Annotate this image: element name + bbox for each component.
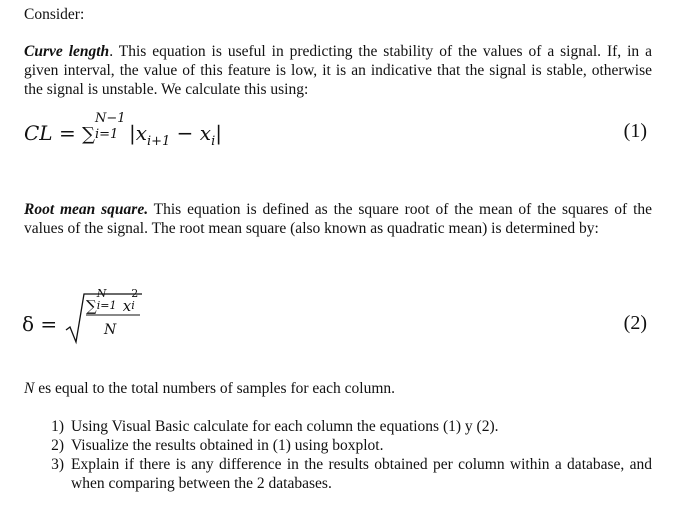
eq1-sum-symbol: ∑	[82, 124, 95, 145]
eq2-sum-lower: i=1	[96, 299, 117, 312]
eq1-sum-limits	[94, 111, 129, 143]
task-list	[24, 417, 652, 493]
intro-text: Consider:	[24, 6, 85, 23]
eq2-x-sub: i	[131, 299, 135, 312]
eq1-bar-close: |	[215, 121, 222, 145]
eq1-bar-open: |	[128, 121, 136, 145]
curve-length-body: . This equation is useful in predicting the stability of the values of a signal. If, in a given interval, the value of this feature is low, it is an indicative that the signal is stable, otherwise the signal is unstable. We calculate this using:	[24, 43, 653, 98]
eq2-x: x	[122, 297, 132, 315]
equation-number-2: (2)	[623, 312, 647, 334]
list-item-number: 2)	[51, 437, 64, 454]
n-symbol: N	[24, 380, 35, 397]
list-item-text: Explain if there is any difference in the results obtained per column within a database, and when comparing between the 2 databases.	[71, 456, 652, 492]
list-item	[24, 436, 652, 455]
rms-body: This equation is defined as the square root of the mean of the squares of the values of the signal. The root mean square (also known as quadratic mean) is determined by:	[24, 201, 653, 237]
rms-paragraph	[24, 200, 652, 238]
eq1-sum-lower: i=1	[94, 127, 119, 142]
rms-numerator	[86, 287, 141, 316]
rms-equation-lhs	[22, 312, 57, 336]
n-definition-text: es equal to the total numbers of samples for each column.	[34, 380, 396, 397]
list-item	[24, 455, 652, 493]
list-item	[24, 417, 652, 436]
eq1-x2-sub: i	[211, 134, 216, 149]
eq2-x-scripts	[131, 287, 141, 313]
rms-denominator: N	[104, 322, 117, 338]
eq2-lhs: δ	[22, 312, 35, 336]
eq1-sum-upper: N−1	[94, 111, 126, 126]
eq2-sum-limits	[96, 287, 123, 313]
curve-length-equation	[24, 111, 222, 149]
eq1-x2: x	[199, 121, 212, 145]
list-item-text: Using Visual Basic calculate for each column the equations (1) y (2).	[71, 418, 499, 435]
eq2-equals: =	[40, 312, 58, 336]
equation-number-1: (1)	[623, 120, 647, 142]
list-item-number: 1)	[51, 418, 64, 435]
rms-heading: Root mean square.	[24, 201, 149, 218]
curve-length-paragraph	[24, 42, 652, 99]
n-definition	[24, 380, 395, 398]
eq2-x-sup: 2	[131, 287, 139, 300]
eq1-lhs: CL	[24, 121, 53, 145]
eq1-x1-sub: i+1	[146, 134, 171, 149]
eq1-x1: x	[135, 121, 147, 145]
eq1-minus: −	[176, 121, 194, 145]
eq2-sum-upper: N	[96, 287, 107, 300]
curve-length-heading: Curve length	[24, 43, 110, 60]
eq1-equals: =	[58, 121, 76, 145]
list-item-number: 3)	[51, 456, 64, 473]
list-item-text: Visualize the results obtained in (1) using boxplot.	[71, 437, 384, 454]
eq2-sum-symbol: ∑	[86, 297, 97, 315]
